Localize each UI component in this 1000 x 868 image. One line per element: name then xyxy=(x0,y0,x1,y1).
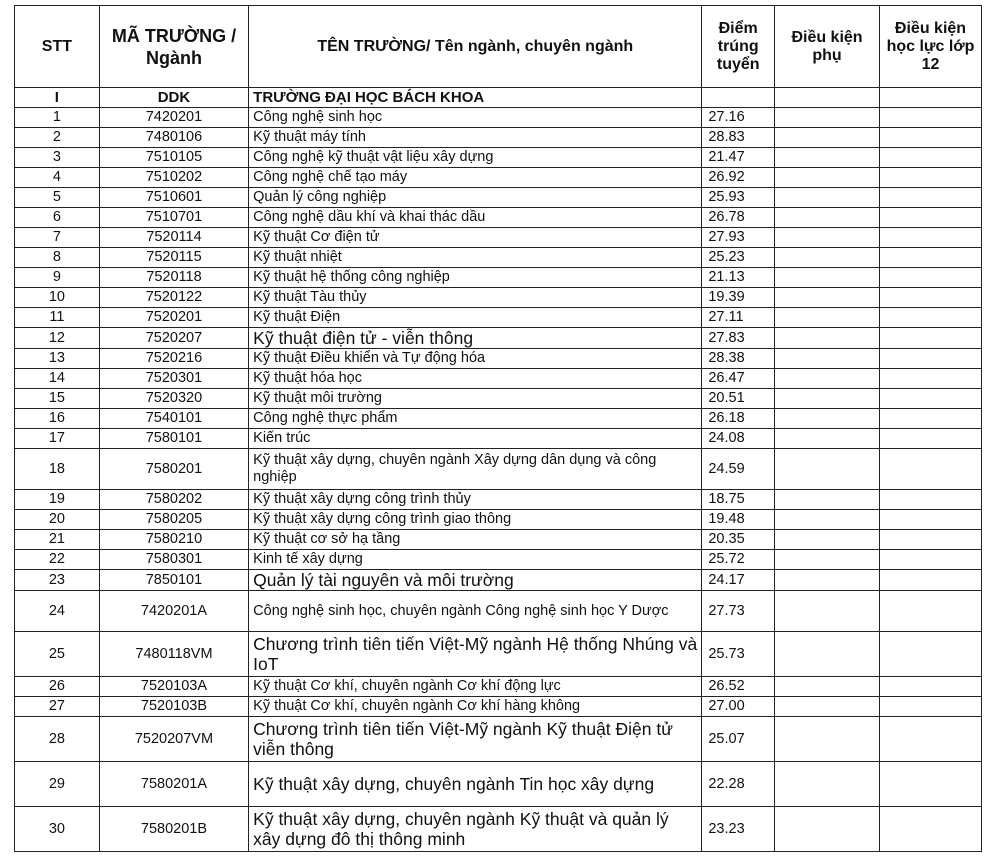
row-extra-condition xyxy=(775,591,880,632)
row-stt: 5 xyxy=(15,188,100,208)
section-stt: I xyxy=(15,88,100,108)
row-name: Kỹ thuật Điện xyxy=(249,308,702,328)
row-code: 7580205 xyxy=(99,510,248,530)
row-stt: 6 xyxy=(15,208,100,228)
row-name: Công nghệ kỹ thuật vật liệu xây dựng xyxy=(249,148,702,168)
row-score: 25.93 xyxy=(702,188,775,208)
table-row xyxy=(15,349,982,369)
table-row xyxy=(15,148,982,168)
row-stt: 21 xyxy=(15,530,100,550)
header-grade12-condition: Điều kiện học lực lớp 12 xyxy=(880,6,982,88)
row-code: 7580201 xyxy=(99,449,248,490)
table-row xyxy=(15,228,982,248)
row-code: 7510701 xyxy=(99,208,248,228)
table-row xyxy=(15,762,982,807)
row-score: 26.47 xyxy=(702,369,775,389)
row-grade12-condition xyxy=(880,228,982,248)
row-stt: 23 xyxy=(15,570,100,591)
row-grade12-condition xyxy=(880,807,982,852)
header-school-name: TÊN TRƯỜNG/ Tên ngành, chuyên ngành xyxy=(249,6,702,88)
row-name: Kỹ thuật điện tử - viễn thông xyxy=(249,328,702,349)
row-grade12-condition xyxy=(880,108,982,128)
row-code: 7580201B xyxy=(99,807,248,852)
row-name: Chương trình tiên tiến Việt-Mỹ ngành Hệ thống Nhúng và IoT xyxy=(249,632,702,677)
row-stt: 30 xyxy=(15,807,100,852)
row-grade12-condition xyxy=(880,349,982,369)
row-extra-condition xyxy=(775,188,880,208)
row-code: 7520118 xyxy=(99,268,248,288)
row-grade12-condition xyxy=(880,389,982,409)
table-row xyxy=(15,369,982,389)
admission-score-table xyxy=(14,5,982,852)
row-name: Kỹ thuật cơ sở hạ tầng xyxy=(249,530,702,550)
row-name: Kinh tế xây dựng xyxy=(249,550,702,570)
row-name: Kỹ thuật xây dựng, chuyên ngành Kỹ thuật và quản lý xây dựng đô thị thông minh xyxy=(249,807,702,852)
row-extra-condition xyxy=(775,208,880,228)
row-stt: 28 xyxy=(15,717,100,762)
row-extra-condition xyxy=(775,717,880,762)
table-row xyxy=(15,248,982,268)
row-stt: 16 xyxy=(15,409,100,429)
section-score xyxy=(702,88,775,108)
row-extra-condition xyxy=(775,128,880,148)
row-name: Công nghệ dầu khí và khai thác dầu xyxy=(249,208,702,228)
row-code: 7520201 xyxy=(99,308,248,328)
row-score: 24.17 xyxy=(702,570,775,591)
row-code: 7850101 xyxy=(99,570,248,591)
row-grade12-condition xyxy=(880,409,982,429)
row-stt: 14 xyxy=(15,369,100,389)
row-code: 7580210 xyxy=(99,530,248,550)
row-stt: 11 xyxy=(15,308,100,328)
row-stt: 12 xyxy=(15,328,100,349)
row-score: 27.73 xyxy=(702,591,775,632)
row-extra-condition xyxy=(775,268,880,288)
row-extra-condition xyxy=(775,248,880,268)
section-name: TRƯỜNG ĐẠI HỌC BÁCH KHOA xyxy=(249,88,702,108)
row-score: 27.93 xyxy=(702,228,775,248)
row-name: Kỹ thuật xây dựng, chuyên ngành Tin học xây dựng xyxy=(249,762,702,807)
row-extra-condition xyxy=(775,369,880,389)
header-extra-condition: Điều kiện phụ xyxy=(775,6,880,88)
row-stt: 2 xyxy=(15,128,100,148)
row-score: 27.00 xyxy=(702,697,775,717)
row-grade12-condition xyxy=(880,697,982,717)
row-extra-condition xyxy=(775,449,880,490)
table-row xyxy=(15,268,982,288)
table-row xyxy=(15,591,982,632)
row-grade12-condition xyxy=(880,168,982,188)
row-extra-condition xyxy=(775,168,880,188)
table-row xyxy=(15,510,982,530)
section-grade12 xyxy=(880,88,982,108)
row-code: 7420201 xyxy=(99,108,248,128)
admission-score-document xyxy=(14,5,982,852)
row-extra-condition xyxy=(775,490,880,510)
row-stt: 19 xyxy=(15,490,100,510)
row-grade12-condition xyxy=(880,762,982,807)
row-stt: 18 xyxy=(15,449,100,490)
row-score: 27.16 xyxy=(702,108,775,128)
section-code: DDK xyxy=(99,88,248,108)
row-grade12-condition xyxy=(880,328,982,349)
row-extra-condition xyxy=(775,762,880,807)
table-row xyxy=(15,208,982,228)
row-name: Kỹ thuật hệ thống công nghiệp xyxy=(249,268,702,288)
row-stt: 9 xyxy=(15,268,100,288)
row-grade12-condition xyxy=(880,248,982,268)
row-code: 7510202 xyxy=(99,168,248,188)
row-grade12-condition xyxy=(880,429,982,449)
table-row xyxy=(15,697,982,717)
row-name: Kỹ thuật môi trường xyxy=(249,389,702,409)
row-score: 25.23 xyxy=(702,248,775,268)
table-row xyxy=(15,389,982,409)
row-code: 7520114 xyxy=(99,228,248,248)
row-stt: 13 xyxy=(15,349,100,369)
row-extra-condition xyxy=(775,288,880,308)
row-grade12-condition xyxy=(880,591,982,632)
row-stt: 26 xyxy=(15,677,100,697)
header-stt: STT xyxy=(15,6,100,88)
row-extra-condition xyxy=(775,308,880,328)
row-grade12-condition xyxy=(880,128,982,148)
table-row xyxy=(15,108,982,128)
table-row xyxy=(15,429,982,449)
row-extra-condition xyxy=(775,570,880,591)
table-row xyxy=(15,807,982,852)
row-name: Công nghệ sinh học, chuyên ngành Công nghệ sinh học Y Dược xyxy=(249,591,702,632)
row-extra-condition xyxy=(775,228,880,248)
table-row xyxy=(15,550,982,570)
row-grade12-condition xyxy=(880,449,982,490)
row-extra-condition xyxy=(775,328,880,349)
row-name: Kỹ thuật Tàu thủy xyxy=(249,288,702,308)
row-grade12-condition xyxy=(880,717,982,762)
row-code: 7520115 xyxy=(99,248,248,268)
row-extra-condition xyxy=(775,429,880,449)
row-name: Công nghệ sinh học xyxy=(249,108,702,128)
row-grade12-condition xyxy=(880,308,982,328)
row-stt: 4 xyxy=(15,168,100,188)
row-score: 25.73 xyxy=(702,632,775,677)
row-score: 19.39 xyxy=(702,288,775,308)
row-grade12-condition xyxy=(880,188,982,208)
row-code: 7510105 xyxy=(99,148,248,168)
row-extra-condition xyxy=(775,807,880,852)
row-code: 7480106 xyxy=(99,128,248,148)
row-score: 24.59 xyxy=(702,449,775,490)
row-score: 22.28 xyxy=(702,762,775,807)
row-score: 28.38 xyxy=(702,349,775,369)
row-extra-condition xyxy=(775,349,880,369)
row-score: 21.13 xyxy=(702,268,775,288)
row-extra-condition xyxy=(775,510,880,530)
row-stt: 22 xyxy=(15,550,100,570)
row-stt: 24 xyxy=(15,591,100,632)
row-grade12-condition xyxy=(880,490,982,510)
row-code: 7580202 xyxy=(99,490,248,510)
row-grade12-condition xyxy=(880,510,982,530)
row-score: 25.07 xyxy=(702,717,775,762)
row-extra-condition xyxy=(775,389,880,409)
row-stt: 8 xyxy=(15,248,100,268)
table-row xyxy=(15,717,982,762)
row-grade12-condition xyxy=(880,148,982,168)
table-row xyxy=(15,632,982,677)
row-extra-condition xyxy=(775,409,880,429)
row-name: Kỹ thuật hóa học xyxy=(249,369,702,389)
row-score: 20.35 xyxy=(702,530,775,550)
row-code: 7580301 xyxy=(99,550,248,570)
row-code: 7580101 xyxy=(99,429,248,449)
header-school-code: MÃ TRƯỜNG / Ngành xyxy=(99,6,248,88)
row-grade12-condition xyxy=(880,268,982,288)
row-score: 24.08 xyxy=(702,429,775,449)
row-code: 7520103B xyxy=(99,697,248,717)
table-row xyxy=(15,168,982,188)
row-name: Kỹ thuật xây dựng công trình giao thông xyxy=(249,510,702,530)
row-code: 7540101 xyxy=(99,409,248,429)
row-score: 26.92 xyxy=(702,168,775,188)
row-name: Quản lý tài nguyên và môi trường xyxy=(249,570,702,591)
row-score: 26.78 xyxy=(702,208,775,228)
row-code: 7520103A xyxy=(99,677,248,697)
row-stt: 7 xyxy=(15,228,100,248)
row-name: Kỹ thuật xây dựng công trình thủy xyxy=(249,490,702,510)
row-name: Kỹ thuật Cơ khí, chuyên ngành Cơ khí động lực xyxy=(249,677,702,697)
row-grade12-condition xyxy=(880,550,982,570)
row-stt: 1 xyxy=(15,108,100,128)
section-extra xyxy=(775,88,880,108)
row-name: Công nghệ chế tạo máy xyxy=(249,168,702,188)
table-row xyxy=(15,328,982,349)
row-grade12-condition xyxy=(880,570,982,591)
header-score: Điểm trúng tuyển xyxy=(702,6,775,88)
row-grade12-condition xyxy=(880,288,982,308)
row-code: 7520122 xyxy=(99,288,248,308)
table-row xyxy=(15,530,982,550)
table-row xyxy=(15,490,982,510)
row-extra-condition xyxy=(775,108,880,128)
row-code: 7480118VM xyxy=(99,632,248,677)
row-score: 20.51 xyxy=(702,389,775,409)
row-grade12-condition xyxy=(880,530,982,550)
row-stt: 27 xyxy=(15,697,100,717)
row-score: 23.23 xyxy=(702,807,775,852)
table-row xyxy=(15,570,982,591)
row-code: 7520207 xyxy=(99,328,248,349)
row-stt: 29 xyxy=(15,762,100,807)
row-name: Kiến trúc xyxy=(249,429,702,449)
row-score: 27.11 xyxy=(702,308,775,328)
row-extra-condition xyxy=(775,148,880,168)
row-code: 7520301 xyxy=(99,369,248,389)
row-score: 18.75 xyxy=(702,490,775,510)
table-row xyxy=(15,677,982,697)
row-grade12-condition xyxy=(880,677,982,697)
row-code: 7580201A xyxy=(99,762,248,807)
row-name: Kỹ thuật Điều khiển và Tự động hóa xyxy=(249,349,702,369)
row-stt: 20 xyxy=(15,510,100,530)
row-name: Chương trình tiên tiến Việt-Mỹ ngành Kỹ thuật Điện tử viễn thông xyxy=(249,717,702,762)
row-grade12-condition xyxy=(880,632,982,677)
row-grade12-condition xyxy=(880,369,982,389)
row-stt: 17 xyxy=(15,429,100,449)
row-score: 21.47 xyxy=(702,148,775,168)
row-stt: 3 xyxy=(15,148,100,168)
row-name: Kỹ thuật máy tính xyxy=(249,128,702,148)
row-code: 7520320 xyxy=(99,389,248,409)
table-row xyxy=(15,409,982,429)
table-row xyxy=(15,449,982,490)
row-name: Kỹ thuật Cơ khí, chuyên ngành Cơ khí hàng không xyxy=(249,697,702,717)
table-row xyxy=(15,188,982,208)
row-name: Kỹ thuật Cơ điện tử xyxy=(249,228,702,248)
row-extra-condition xyxy=(775,677,880,697)
row-extra-condition xyxy=(775,530,880,550)
row-name: Quản lý công nghiệp xyxy=(249,188,702,208)
row-stt: 10 xyxy=(15,288,100,308)
row-score: 28.83 xyxy=(702,128,775,148)
row-stt: 15 xyxy=(15,389,100,409)
row-score: 26.52 xyxy=(702,677,775,697)
table-row xyxy=(15,308,982,328)
header-row xyxy=(15,6,982,88)
row-score: 27.83 xyxy=(702,328,775,349)
row-code: 7520216 xyxy=(99,349,248,369)
row-grade12-condition xyxy=(880,208,982,228)
row-score: 25.72 xyxy=(702,550,775,570)
section-row xyxy=(15,88,982,108)
row-name: Công nghệ thực phẩm xyxy=(249,409,702,429)
row-stt: 25 xyxy=(15,632,100,677)
row-code: 7520207VM xyxy=(99,717,248,762)
row-name: Kỹ thuật xây dựng, chuyên ngành Xây dựng dân dụng và công nghiệp xyxy=(249,449,702,490)
row-score: 26.18 xyxy=(702,409,775,429)
row-code: 7420201A xyxy=(99,591,248,632)
table-row xyxy=(15,128,982,148)
row-name: Kỹ thuật nhiệt xyxy=(249,248,702,268)
row-score: 19.48 xyxy=(702,510,775,530)
row-code: 7510601 xyxy=(99,188,248,208)
row-extra-condition xyxy=(775,550,880,570)
row-extra-condition xyxy=(775,697,880,717)
table-row xyxy=(15,288,982,308)
row-extra-condition xyxy=(775,632,880,677)
